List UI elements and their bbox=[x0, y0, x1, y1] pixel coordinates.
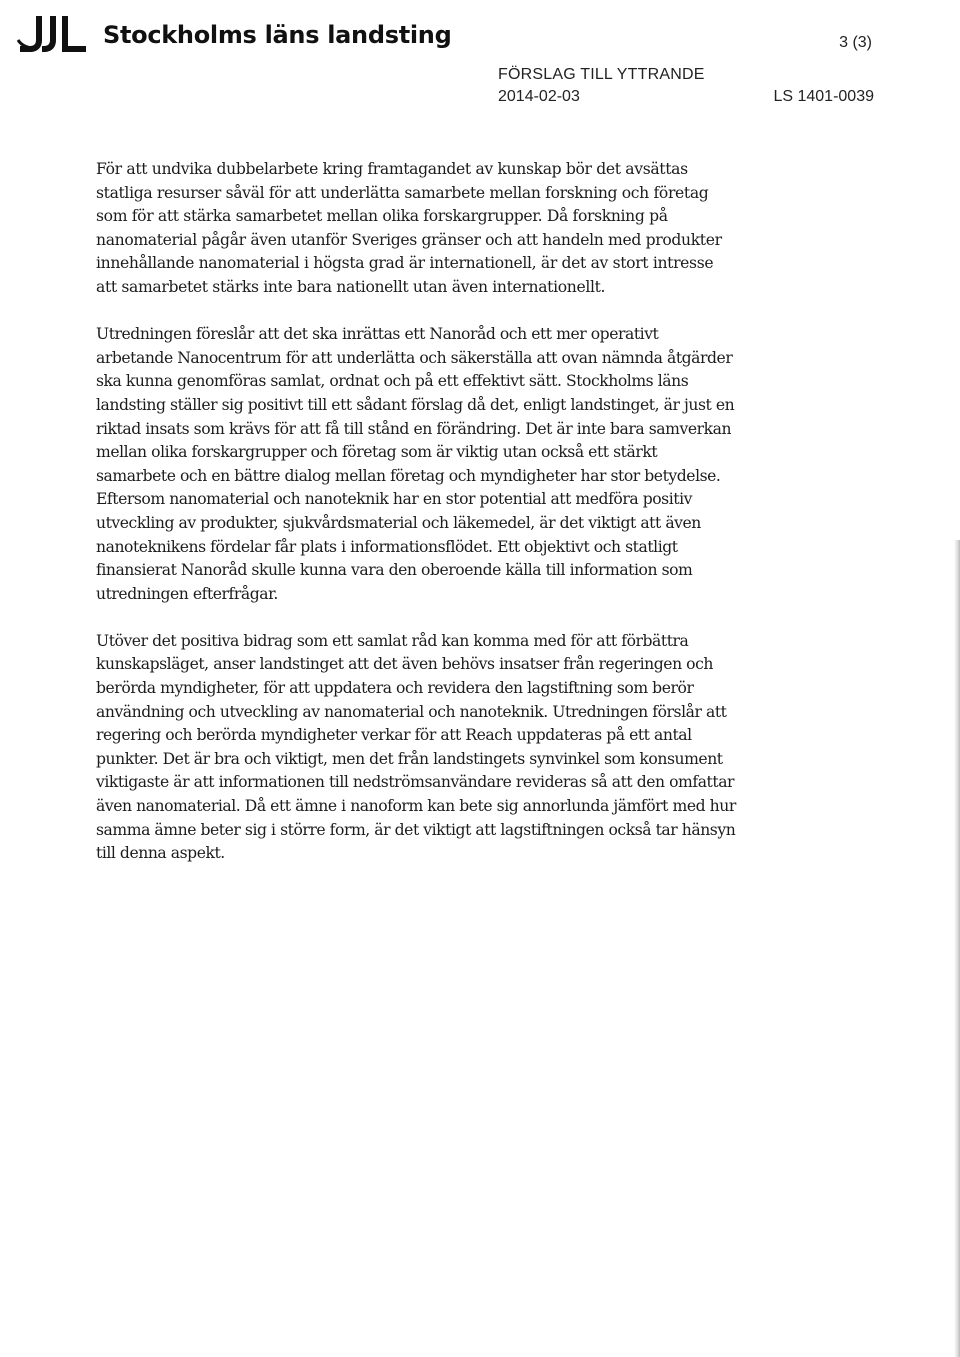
document-reference: LS 1401-0039 bbox=[773, 88, 874, 105]
document-type: FÖRSLAG TILL YTTRANDE bbox=[498, 66, 705, 83]
document-body bbox=[96, 158, 736, 889]
paragraph-legislation: Utöver det positiva bidrag som ett samlat råd kan komma med för att förbättra kunskapsläget, anser landstinget att det även behövs insatser från regeringen och berörda myndigheter, för att uppdatera och revidera den lagstiftning som berör användning och utveckling av nanomaterial och nanoteknik. Utredningen förslår att regering och berörda myndigheter verkar för att Reach uppdateras på ett antal punkter. Det är bra och viktigt, men det från landstingets synvinkel som konsument viktigaste är att informationen till nedströmsanvändare revideras så att den omfattar även nanomaterial. Då ett ämne i nanoform kan bete sig annorlunda jämfört med hur samma ämne beter sig i större form, är det viktigt att lagstiftningen också tar hänsyn till denna aspekt. bbox=[96, 631, 736, 863]
document-date: 2014-02-03 bbox=[498, 88, 580, 105]
page-number: 3 (3) bbox=[839, 34, 872, 51]
sll-logo-icon bbox=[14, 14, 98, 54]
organization-name: Stockholms läns landsting bbox=[103, 21, 452, 49]
paragraph-nanorad: Utredningen föreslår att det ska inrättas ett Nanoråd och ett mer operativt arbetande Nanocentrum för att underlätta och säkerställa att ovan nämnda åtgärder ska kunna genomföras samlat, ordnat och på ett effektivt sätt. Stockholms läns landsting ställer sig positivt till ett sådant förslag då det, enligt landstinget, är just en riktad insats som krävs för att få till stånd en förändring. Det är inte bara samverkan mellan olika forskargrupper och företag som är viktig utan också ett stärkt samarbete och en bättre dialog mellan företag och myndigheter har stor betydelse. Eftersom nanomaterial och nanoteknik har en stor potential att medföra positiv utveckling av produkter, sjukvårdsmaterial och läkemedel, är det viktigt att även nanoteknikens fördelar får plats i informationsflödet. Ett objektivt och statligt finansierat Nanoråd skulle kunna vara den oberoende källa till information som utredningen efterfrågar. bbox=[96, 325, 735, 603]
scan-edge-shadow bbox=[954, 540, 960, 1357]
paragraph-collaboration: För att undvika dubbelarbete kring framtagandet av kunskap bör det avsättas statliga resurser såväl för att underlätta samarbete mellan forskning och företag som för att stärka samarbetet mellan olika forskargrupper. Då forskning på nanomaterial pågår även utanför Sveriges gränser och att handeln med produkter innehållande nanomaterial i högsta grad är internationell, är det av stort intresse att samarbetet stärks inte bara nationellt utan även internationellt. bbox=[96, 160, 722, 296]
sll-logo bbox=[14, 14, 98, 54]
